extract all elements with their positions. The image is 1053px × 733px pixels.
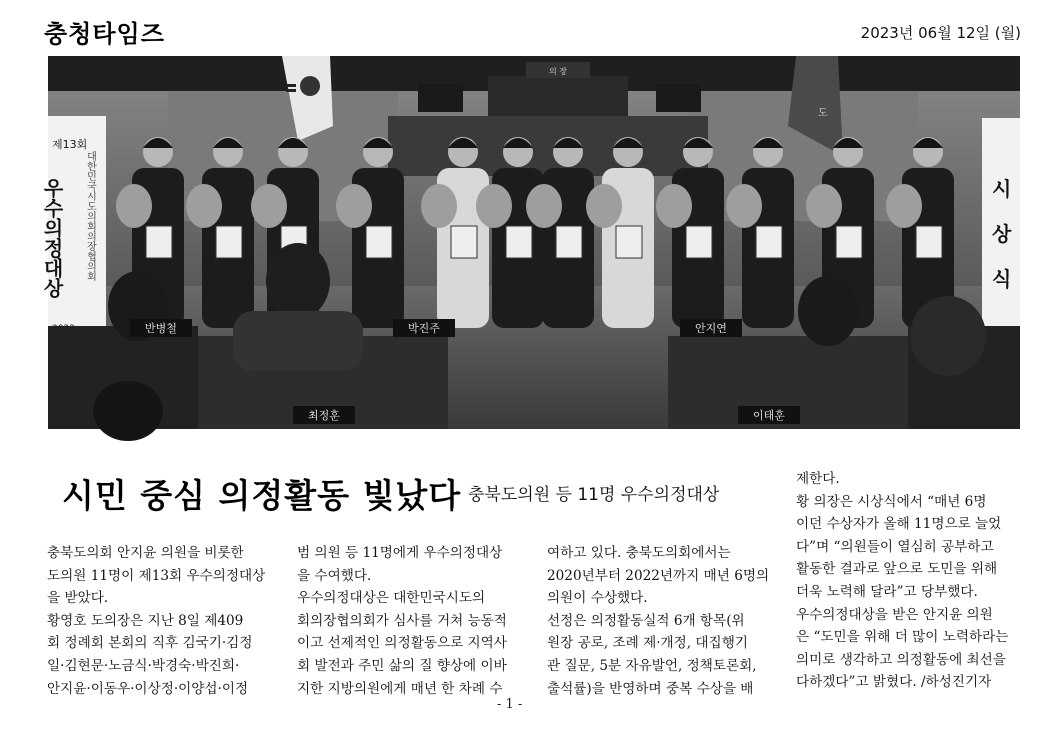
article-line: 의미로 생각하고 의정활동에 최선을 <box>796 651 1006 668</box>
flag-text: 도 <box>818 108 828 119</box>
article-line: 의원이 수상했다. <box>547 590 648 607</box>
article-line: 충북도의회 안지윤 의원을 비롯한 <box>47 545 244 561</box>
news-photo <box>40 56 1020 429</box>
article-line: 지한 지방의원에게 매년 한 차례 수 <box>297 680 503 697</box>
nameplate-label: 최정훈 <box>308 409 340 422</box>
nameplate-label: 이태훈 <box>753 409 785 422</box>
article-line: 을 수여했다. <box>297 567 372 584</box>
article-line: 우수의정대상은 대한민국시도의 <box>297 590 486 607</box>
article-line: 황영호 도의장은 지난 8일 제409 <box>47 612 244 629</box>
article-line: 황 의장은 시상식에서 “매년 6명 <box>796 493 987 510</box>
article-line: 회 발전과 주민 삶의 질 향상에 이바 <box>297 657 507 674</box>
article-column-1 <box>47 542 279 700</box>
article-line: 이던 수상자가 올해 11명으로 늘었 <box>796 516 1002 533</box>
article-line: 제한다. <box>796 471 840 487</box>
page-number: - 1 - <box>497 697 523 712</box>
banner-left-line2: 우수의정대상 <box>40 178 64 298</box>
banner-left-line4: 대한민국시도의회의장협의회 <box>84 151 96 281</box>
article-line: 은 “도민을 위해 더 많이 노력하라는 <box>796 629 1009 646</box>
article-column-3 <box>547 542 779 700</box>
nameplate-label: 박진주 <box>408 322 440 335</box>
article-line: 출석률)을 반영하며 중복 수상을 배 <box>547 680 754 697</box>
article-line: 더욱 노력해 달라”고 당부했다. <box>796 583 978 600</box>
article-line: 회의장협의회가 심사를 거쳐 능동적 <box>297 612 507 629</box>
article-line: 다하겠다”고 밝혔다. /하성진기자 <box>796 674 992 691</box>
article-line: 여하고 있다. 충북도의회에서는 <box>547 545 731 561</box>
article-subheadline: 충북도의원 등 11명 우수의정대상 <box>468 485 720 505</box>
publication-date: 2023년 06월 12일 (월) <box>860 24 1021 42</box>
banner-right-char2: 상 <box>992 222 1012 246</box>
nameplate-label: 안지연 <box>695 322 727 335</box>
banner-right-char3: 식 <box>992 267 1012 291</box>
award-banner-right <box>982 118 1020 338</box>
nameplate-label: 반병철 <box>145 322 177 335</box>
banner-right-char1: 시 <box>992 177 1012 201</box>
article-line: 2020년부터 2022년까지 매년 6명의 <box>547 567 770 584</box>
article-line: 안지윤·이동우·이상정·이양섭·이정 <box>47 680 249 697</box>
award-ceremony-photo <box>40 56 1020 429</box>
article-line: 일·김현문·노금식·박경숙·박진희· <box>47 657 240 674</box>
newspaper-masthead: 충청타임즈 <box>44 20 165 48</box>
article-line: 원장 공로, 조례 제·개정, 대집행기 <box>547 635 748 652</box>
article-line: 활동한 결과로 앞으로 도민을 위해 <box>796 561 998 578</box>
banner-left-line1: 제13회 <box>52 138 88 151</box>
article-headline: 시민 중심 의정활동 빛났다 <box>62 476 462 515</box>
article-column-4 <box>796 468 1028 694</box>
article-line: 회 정례회 본회의 직후 김국기·김정 <box>47 635 253 652</box>
article-column-2 <box>297 542 529 700</box>
award-banner-left <box>40 116 106 336</box>
article-line: 을 받았다. <box>47 590 109 607</box>
article-line: 다”며 “의원들이 열심히 공부하고 <box>796 538 994 555</box>
article-line: 우수의정대상을 받은 안지윤 의원 <box>796 606 993 623</box>
article-line: 도의원 11명이 제13회 우수의정대상 <box>47 567 266 584</box>
article-line: 관 질문, 5분 자유발언, 정책토론회, <box>547 657 757 674</box>
desk-sign: 의 장 <box>549 67 567 76</box>
article-line: 선정은 의정활동실적 6개 항목(위 <box>547 612 745 629</box>
article-line: 범 의원 등 11명에게 우수의정대상 <box>297 545 503 561</box>
article-line: 이고 선제적인 의정활동으로 지역사 <box>297 635 507 652</box>
